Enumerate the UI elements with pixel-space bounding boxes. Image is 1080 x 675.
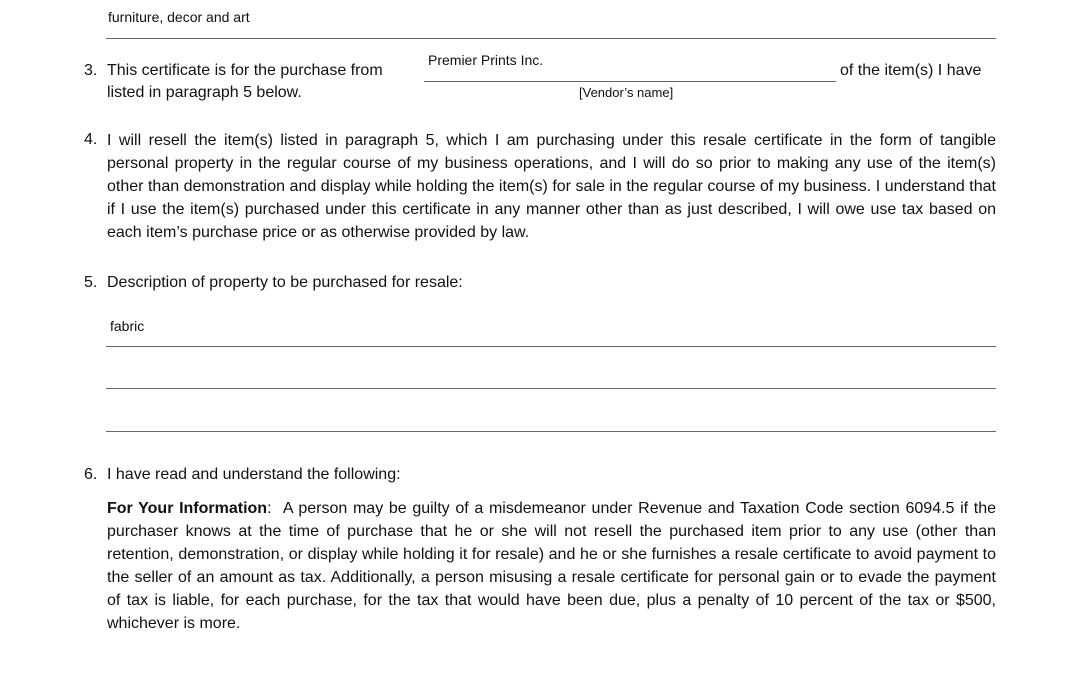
- fyi-colon: :: [267, 500, 272, 517]
- property-description-line-3[interactable]: [106, 431, 996, 432]
- fyi-label: For Your Information: [107, 500, 268, 517]
- item-6-text: I have read and understand the following:: [107, 466, 401, 483]
- item-3-text-before: This certificate is for the purchase from: [107, 62, 383, 79]
- fyi-text: A person may be guilty of a misdemeanor under Revenue and Taxation Code section 6094.5 if the purchaser knows at the time of purchase that he or she will not resell the purchased item prior to any use (other than retention, demonstration, or display while holding it for resale) and he or she furnishes a resale certificate to avoid payment to the seller of an amount as tax. Additionally, a person misusing a resale certificate for personal gain or to evade the payment of tax is liable, for each purchase, for the tax that would have been due, plus a penalty of 10 percent of the tax or $500, whichever is more.: [107, 500, 997, 632]
- vendor-name-caption: [Vendor’s name]: [579, 85, 674, 100]
- item-6-number: 6.: [84, 466, 98, 483]
- item-5-number: 5.: [84, 274, 98, 291]
- property-description-line-2[interactable]: [106, 388, 996, 389]
- item-3-number: 3.: [84, 62, 98, 79]
- fyi-paragraph: [107, 497, 996, 635]
- item-4-paragraph: I will resell the item(s) listed in paragraph 5, which I am purchasing under this resale certificate in the form of tangible personal property in the regular course of my business operations, and I will do so prior to making any use of the item(s) other than demonstration and display while holding the item(s) for sale in the regular course of my business. I understand that if I use the item(s) purchased under this certificate in any manner other than as just described, I will owe use tax based on each item’s purchase price or as otherwise provided by law.: [107, 132, 996, 241]
- vendor-name-value[interactable]: Premier Prints Inc.: [428, 52, 544, 68]
- vendor-name-line: [424, 81, 836, 82]
- item-3-text-line2: listed in paragraph 5 below.: [107, 84, 302, 101]
- item-5-text: Description of property to be purchased for resale:: [107, 274, 463, 291]
- property-description-line-1: [106, 346, 996, 347]
- item-3-text-after: of the item(s) I have: [840, 62, 982, 79]
- business-description-line: [106, 38, 996, 39]
- business-description-value[interactable]: furniture, decor and art: [108, 9, 250, 25]
- property-description-line-1-value[interactable]: fabric: [110, 318, 145, 334]
- item-4-number: 4.: [84, 131, 98, 148]
